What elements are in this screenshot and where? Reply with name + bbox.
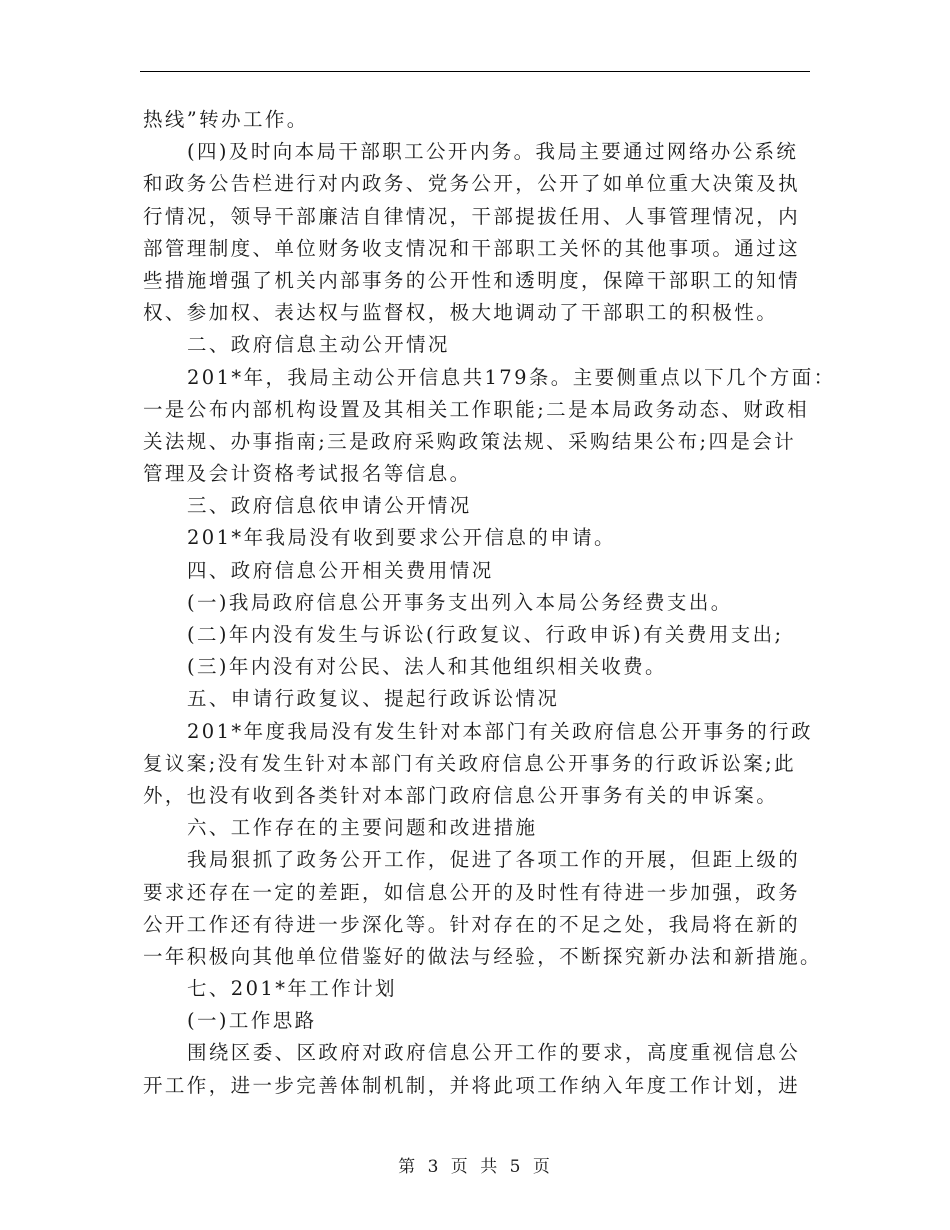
text-line: 201*年，我局主动公开信息共179条。主要侧重点以下几个方面： bbox=[187, 365, 836, 389]
text-line: 权、参加权、表达权与监督权，极大地调动了干部职工的积极性。 bbox=[143, 301, 779, 325]
text-line: (四)及时向本局干部职工公开内务。我局主要通过网络办公系统 bbox=[187, 140, 799, 164]
text-line: 要求还存在一定的差距，如信息公开的及时性有待进一步加强，政务 bbox=[143, 880, 801, 904]
text-line: (三)年内没有对公民、法人和其他组织相关收费。 bbox=[187, 655, 667, 679]
text-line: (二)年内没有发生与诉讼(行政复议、行政申诉)有关费用支出; bbox=[187, 623, 784, 646]
text-line: 一是公布内部机构设置及其相关工作职能;二是本局政务动态、财政相 bbox=[143, 397, 809, 421]
text-line: 公开工作还有待进一步深化等。针对存在的不足之处，我局将在新的 bbox=[143, 912, 801, 936]
text-line: 一年积极向其他单位借鉴好的做法与经验，不断探究新办法和新措施。 bbox=[143, 944, 822, 968]
text-line: 我局狠抓了政务公开工作，促进了各项工作的开展，但距上级的 bbox=[187, 848, 801, 872]
text-line: 七、201*年工作计划 bbox=[187, 977, 397, 1001]
text-line: 部管理制度、单位财务收支情况和干部职工关怀的其他事项。通过这 bbox=[143, 236, 801, 260]
text-line: 和政务公告栏进行对内政务、党务公开，公开了如单位重大决策及执 bbox=[143, 172, 801, 196]
text-line: (一)我局政府信息公开事务支出列入本局公务经费支出。 bbox=[187, 590, 733, 614]
text-line: 热线”转办工作。 bbox=[143, 108, 309, 131]
text-line: 关法规、办事指南;三是政府采购政策法规、采购结果公布;四是会计 bbox=[143, 429, 797, 453]
text-line: 二、政府信息主动公开情况 bbox=[187, 333, 450, 357]
text-line: 些措施增强了机关内部事务的公开性和透明度，保障干部职工的知情 bbox=[143, 268, 801, 292]
text-line: 外，也没有收到各类针对本部门政府信息公开事务有关的申诉案。 bbox=[143, 783, 779, 807]
text-line: 管理及会计资格考试报名等信息。 bbox=[143, 462, 472, 486]
text-line: (一)工作思路 bbox=[187, 1009, 317, 1033]
text-line: 行情况，领导干部廉洁自律情况，干部提拔任用、人事管理情况，内 bbox=[143, 204, 801, 228]
text-line: 201*年我局没有收到要求公开信息的申请。 bbox=[187, 526, 616, 550]
text-line: 三、政府信息依申请公开情况 bbox=[187, 494, 472, 518]
text-line: 复议案;没有发生针对本部门有关政府信息公开事务的行政诉讼案;此 bbox=[143, 751, 797, 775]
text-line: 五、申请行政复议、提起行政诉讼情况 bbox=[187, 687, 560, 711]
text-line: 开工作，进一步完善体制机制，并将此项工作纳入年度工作计划，进 bbox=[143, 1073, 801, 1097]
page-footer: 第 3 页 共 5 页 bbox=[398, 1157, 552, 1177]
text-line: 201*年度我局没有发生针对本部门有关政府信息公开事务的行政 bbox=[187, 719, 813, 743]
document-body bbox=[143, 104, 836, 1102]
text-line: 六、工作存在的主要问题和改进措施 bbox=[187, 816, 538, 840]
text-line: 四、政府信息公开相关费用情况 bbox=[187, 558, 494, 582]
text-line: 围绕区委、区政府对政府信息公开工作的要求，高度重视信息公 bbox=[187, 1041, 801, 1065]
header-rule bbox=[140, 71, 810, 72]
